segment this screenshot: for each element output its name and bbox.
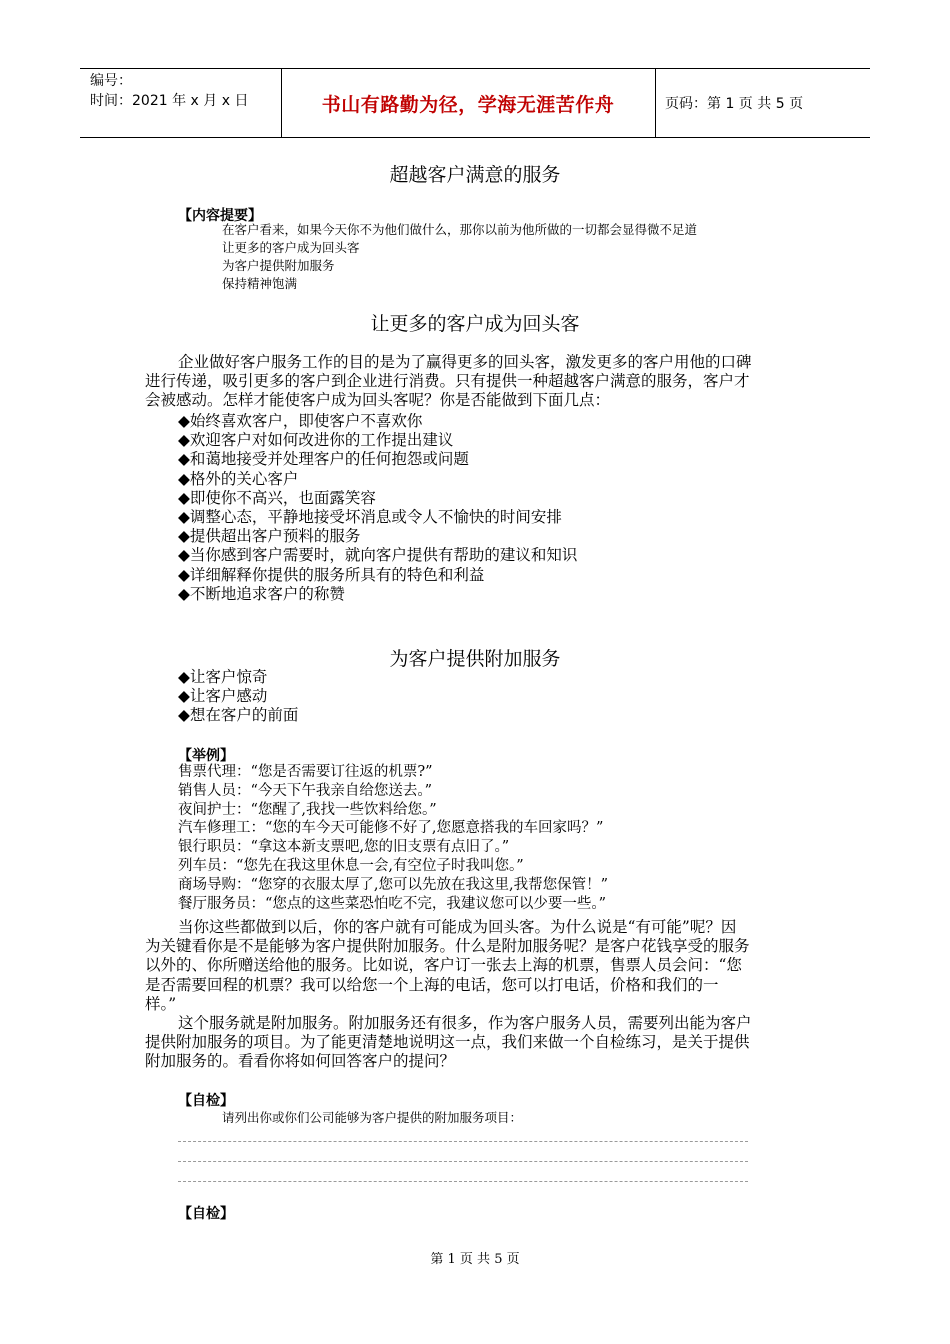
section1-bullets	[178, 412, 577, 604]
summary-line: 让更多的客户成为回头客	[222, 240, 360, 255]
example-line: 夜间护士：“您醒了,我找一些饮料给您。”	[178, 801, 437, 818]
self-check-tag: 【自检】	[178, 1206, 234, 1222]
example-list	[178, 763, 608, 913]
bullet-item: ◆让客户感动	[178, 687, 268, 706]
bullet-item: ◆和蔼地接受并处理客户的任何抱怨或问题	[178, 450, 469, 469]
bullet-item: ◆格外的关心客户	[178, 469, 299, 488]
example-line: 列车员：“您先在我这里休息一会,有空位子时我叫您。”	[178, 857, 524, 874]
header-table	[80, 68, 870, 138]
self-check-prompt: 请列出你或你们公司能够为客户提供的附加服务项目：	[222, 1110, 523, 1125]
paragraph-line: 附加服务的。看看你将如何回答客户的提问？	[145, 1052, 456, 1071]
example-line: 商场导购：“您穿的衣服太厚了,您可以先放在我这里,我帮您保管！”	[178, 876, 609, 893]
paragraph-line: 企业做好客户服务工作的目的是为了赢得更多的回头客，激发更多的客户用他的口碑	[178, 353, 752, 371]
answer-line[interactable]	[178, 1141, 748, 1142]
section2-bullets	[178, 668, 298, 726]
summary-lines	[222, 221, 697, 293]
answer-line[interactable]	[178, 1161, 748, 1162]
bullet-item: ◆欢迎客户对如何改进你的工作提出建议	[178, 431, 454, 450]
section1-intro	[145, 353, 805, 411]
example-tag: 【举例】	[178, 748, 234, 764]
paragraph-line: 样。”	[145, 994, 177, 1013]
summary-line: 在客户看来，如果今天你不为他们做什么，那你以前为他所做的一切都会显得微不足道	[222, 222, 698, 237]
bullet-item: ◆想在客户的前面	[178, 706, 299, 725]
bullet-item: ◆即使你不高兴，也面露笑容	[178, 488, 376, 507]
section2-heading: 为客户提供附加服务	[389, 648, 561, 670]
time-label: 时间：2021 年 x 月 x 日	[90, 93, 249, 109]
paragraph-line: 进行传递，吸引更多的客户到企业进行消费。只有提供一种超越客户满意的服务，客户才	[145, 372, 750, 391]
paragraph-line: 为关键看你是不是能够为客户提供附加服务。什么是附加服务呢？是客户花钱享受的服务	[145, 937, 750, 956]
example-line: 银行职员：“拿这本新支票吧,您的旧支票有点旧了。”	[178, 839, 510, 856]
header-page-info: 页码：第 1 页 共 5 页	[665, 96, 804, 112]
paragraph-line: 当你这些都做到以后，你的客户就有可能成为回头客。为什么说是“有可能”呢？因	[178, 918, 737, 936]
paragraph-line: 这个服务就是附加服务。附加服务还有很多，作为客户服务人员，需要列出能为客户	[178, 1014, 752, 1032]
section2-paragraph-2	[145, 1014, 805, 1072]
header-divider	[655, 69, 656, 137]
example-line: 销售人员：“今天下午我亲自给您送去。”	[178, 782, 433, 799]
paragraph-line: 是否需要回程的机票？我可以给您一个上海的电话，您可以打电话，价格和我们的一	[145, 975, 719, 994]
document-title: 超越客户满意的服务	[389, 164, 561, 186]
bullet-item: ◆详细解释你提供的服务所具有的特色和利益	[178, 565, 485, 584]
section1-heading: 让更多的客户成为回头客	[370, 313, 580, 335]
header-motto: 书山有路勤为径，学海无涯苦作舟	[321, 93, 615, 116]
summary-line: 为客户提供附加服务	[222, 258, 335, 273]
answer-line[interactable]	[178, 1181, 748, 1182]
bullet-item: ◆让客户惊奇	[178, 668, 268, 686]
summary-line: 保持精神饱满	[222, 276, 298, 291]
bullet-item: ◆不断地追求客户的称赞	[178, 584, 345, 603]
example-line: 餐厅服务员：“您点的这些菜恐怕吃不完，我建议您可以少要一些。”	[178, 895, 607, 912]
example-line: 售票代理：“您是否需要订往返的机票?”	[178, 764, 433, 780]
bullet-item: ◆调整心态，平静地接受坏消息或令人不愉快的时间安排	[178, 508, 562, 527]
self-check-tag: 【自检】	[178, 1093, 234, 1109]
section2-paragraph-1	[145, 918, 805, 1014]
example-line: 汽车修理工：“您的车今天可能修不好了,您愿意搭我的车回家吗？”	[178, 820, 604, 837]
bullet-item: ◆当你感到客户需要时，就向客户提供有帮助的建议和知识	[178, 546, 578, 565]
number-label: 编号：	[90, 73, 132, 89]
header-left-cell	[90, 71, 248, 111]
paragraph-line: 以外的、你所赠送给他的服务。比如说，客户订一张去上海的机票，售票人员会问：“您	[145, 956, 742, 975]
bullet-item: ◆始终喜欢客户，即使客户不喜欢你	[178, 412, 423, 430]
paragraph-line: 提供附加服务的项目。为了能更清楚地说明这一点，我们来做一个自检练习，是关于提供	[145, 1033, 750, 1052]
summary-tag: 【内容提要】	[178, 208, 262, 224]
paragraph-line: 会被感动。怎样才能使客户成为回头客呢？你是否能做到下面几点：	[145, 391, 611, 410]
bullet-item: ◆提供超出客户预料的服务	[178, 527, 361, 546]
page-footer: 第 1 页 共 5 页	[430, 1252, 520, 1267]
